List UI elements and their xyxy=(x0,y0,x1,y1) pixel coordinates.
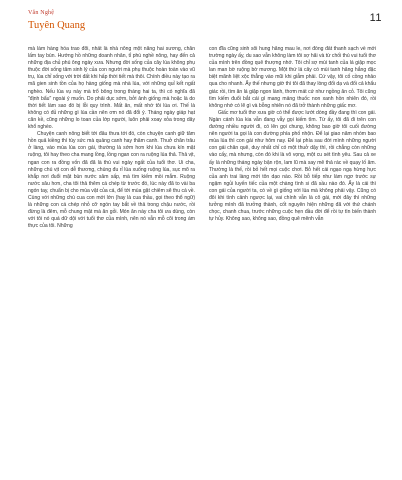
right-column xyxy=(209,46,376,466)
article-body xyxy=(28,46,376,466)
paragraph: con đĩa cũng sinh sôi hung hăng mau le, nơi đồng đất thanh sạch về mới trường ngày ấy, du sao vẫn không làm tôi sợ hãi và từ chối thú vui tuổi thơ của mình trên đồng quê thượng nhớ. Tôi chỉ sợ mùi tanh của lá giập mọc lan man bờ ruộng bờ mương. Một thứ lá cây có mùi tanh hăng hắng đặc biệt mãnh liệt xộc thẳng vào mũi khi giẫm phải. Cứ vậy, tôi cố cồng nhảo qua cho nhanh. Ấy thế nhưng giờ thì tôi đã thay lòng đổi dạ và đổi cả khẩu giác rồi, tìm ăn lá giập ngon lành, thơm mát cứ như ngồng ăn cỏ. Tôi cũng tìm kiếm đuổi bắt cái gì mang mảng thuốc non xanh hồn nhiên đó, rồi không nhớ có lẽ gì và bỗng nhiên nó đã trở thành những giấc mơ. xyxy=(209,46,376,109)
paragraph: Chuyện canh nông biết tới đâu thưa tới đó, còn chuyện canh giữ tâm hồn quả kiềng thì tùy sức mà quảng canh hay thâm canh. Thuở chăn trâu ở làng, vào mùa lúa con gái, thường là sớm hơn khi lúa chưa kín mặt ruộng, tôi hay theo cha mang lồng, lồng ngan con ra ruộng lúa thả. Thả vịt, ngan con ra đồng vốn đã đã là thú vui ngày ngất của tuổi thơ. Ui cha, những chú vịt con dễ thương, chúng đu rỉ lúa xuống ruộng lúa, sục mõ ra khắp nơi đuổi mặt bùn nước sâm sấp, mà tìm kiếm mồi mắm. Ruộng nước sâu hơn, cha tôi thả thêm cá chép từ trước đó, lúc này đã to vài ba ngón tay, chuẩn bị cho mùa vật của cá, để tới mùa gặt chiêm sẽ thu cá về. Cùng với những chú cua con mới lớn (hay là cua thầu, gọi theo thổ ngữ) là những con cá chép nhỏ cỡ ngón tay bắt về thả trong chậu nước, rồi đừng là đêm, mỗ chung mặt mà ăn gỏi. Món ăn này cha tôi ưa dùng, còn với tôi nó quá dữ dội với tuổi thơ của mình, nên nó vẫn mỗ cõi trong ám thực của tôi. Những xyxy=(28,131,195,230)
magazine-logo xyxy=(28,10,86,31)
left-column xyxy=(28,46,195,466)
page-header xyxy=(0,0,402,36)
logo-main-text: Tuyên Quang xyxy=(28,20,86,31)
logo-top-text: Văn Nghệ xyxy=(28,10,55,16)
page-number: 11 xyxy=(369,12,382,24)
paragraph: Giấc mơ tuổi thơ xưa giờ có thể được lướt dòng đầy đang thì con gái. Ngàn cánh lúa kia vẫn đang vẫy gọi kiếm tìm. Từ ấy, tôi đã đi trên con đường nhiều người đi, có lên gọi chung, không bao giờ tôi cuối đường nên người ta gọi là con đường phía phố nhộn. Để lại giao năm nhóm bao mùa lúa thì con gái như hôm nay. Để lại phía sau đời mình những người con gái chân quê, duy nhất chỉ có một thuở dậy thì, rồi chẳng còn những vào cấy, mà nhưng, còn đó khi là vô vọng, một cu sét tình yêu. Sau cả xe ấy là những tháng ngày bận rộn, lam lũ mà say mê thả rác về quạy lố ăm. Thường là thế, rồi bỏ hết mọi cuộc chơi. Bỏ hết cái ngạo ngạ hừng hực của anh trai làng mới tôn dạo nào. Rồi bỗ tiếp như làm ngơ trước sự ngậm ngủi luyến tiếc của một chàng tình si đã sầu nào đó. Ấy là cái thì con gái của người ta, có về gì giống với lúa mà không phải vậy. Cũng có đôi khi tình cảnh ngược lại, vai chính vẫn là cô gái, mới đây thì những tưởng mình đã trưởng thành, cốt nguyên hiện những đã với thứ chánh chọc, chanh chua, trước những cuộc hẹn đầu đời để rồi tự tìn biến thành tự hủy. Không sao, không sao, đồng quê mênh vẫn xyxy=(209,109,376,223)
paragraph: mà làm hàng hóa trao đổi, nhất là nhà nông một năng hai sương, chân lấm tay bùn. Hướng hồ những doanh nhân, tỉ phú nghề nông, hay đến cả những địa chủ phú ông ngày xưa. Nhưng đời sống của cây lúa không phụ thuộc đời sống tâm sinh lý của con người mà phụ thuộc hoàn toàn vào vũ trụ, lúa chỉ sống với trời đất khi hấp thời tiết mà thôi. Chính điều này tạo ra mã gien sinh tồn của họ hàng giống mà nhà lúa, với những quỉ kết ngất nghèo. Nếu lúa vụ này mà trổ bông trong tháng hai ta, thì có nghĩa đã "định bẩu" ngoài ý muốn. Do phải dục sớm, bởi ảnh giống mà hoặc là do thời tiết làm sao đó bị lỗi quy trình. Mất ăn, mất nhớ tôi lúa ơi. Thế là không có đủ những gì lúa cần nên ơm nó đã đổi ý. Tháng ngày giáp hạt căn kề, cũng những lo toan của lớp người, luôn phải xoay xỏa trong dây khổ nghèo. xyxy=(28,46,195,131)
